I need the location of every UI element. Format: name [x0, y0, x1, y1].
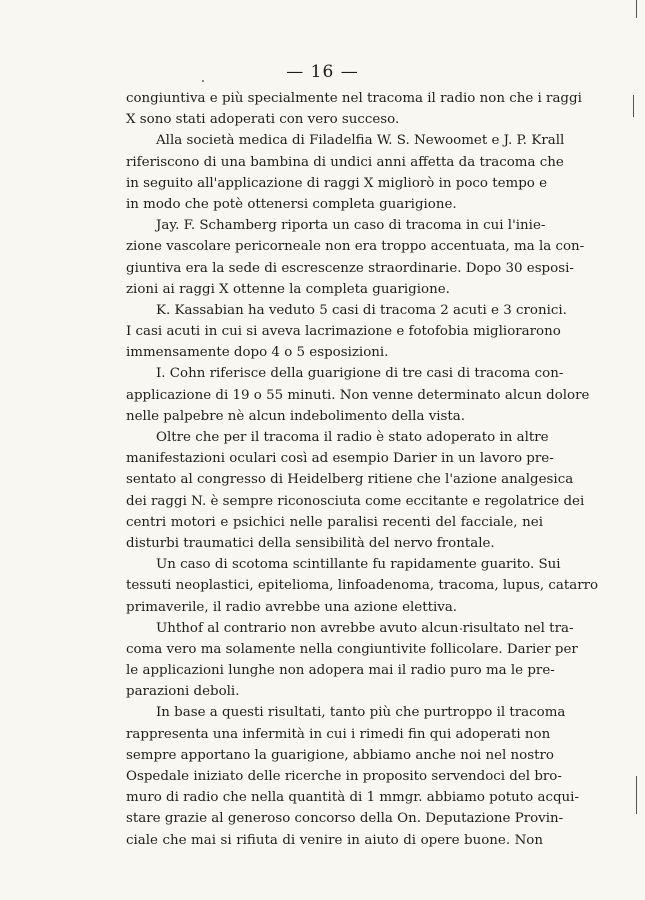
text-line: Oltre che per il tracoma il radio è stato adoperato in altre	[156, 430, 549, 445]
text-line: riferiscono di una bambina di undici anni affetta da tracoma che	[126, 154, 564, 170]
text-line: rappresenta una infermità in cui i rimedi fin qui adoperati non	[126, 726, 551, 742]
text-line: Alla società medica di Filadelfia W. S. Newoomet e J. P. Krall	[156, 133, 565, 149]
text-line: tessuti neoplastici, epitelioma, linfoadenoma, tracoma, lupus, catarro	[126, 578, 599, 594]
text-line: X sono stati adoperati con vero succeso.	[126, 112, 400, 128]
text-line: in seguito all'applicazione di raggi X migliorò in poco tempo e	[126, 175, 548, 191]
text-line: muro di radio che nella quantità di 1 mmgr. abbiamo potuto acqui-	[126, 790, 579, 806]
text-line: manifestazioni oculari così ad esempio Darier in un lavoro pre-	[126, 451, 554, 467]
text-line: zioni ai raggi X ottenne la completa guarigione.	[126, 281, 450, 297]
text-line: Uhthof al contrario non avrebbe avuto alcun risultato nel tra-	[156, 620, 574, 636]
text-line: I. Cohn riferisce della guarigione di tre casi di tracoma con-	[156, 366, 564, 382]
text-line: congiuntiva e più specialmente nel tracoma il radio non che i raggi	[126, 91, 582, 106]
text-line: nelle palpebre nè alcun indebolimento della vista.	[126, 408, 466, 424]
text-line: stare grazie al generoso concorso della On. Deputazione Provin-	[126, 811, 564, 827]
text-line: disturbi traumatici della sensibilità del nervo frontale.	[126, 535, 495, 551]
text-line: dei raggi N. è sempre riconosciuta come eccitante e regolatrice dei	[126, 493, 585, 509]
text-line: le applicazioni lunghe non adopera mai il radio puro ma le pre-	[126, 663, 555, 679]
body-text	[126, 88, 599, 851]
text-line: Un caso di scotoma scintillante fu rapidamente guarito. Sui	[156, 557, 561, 573]
page-number: — 16 —	[286, 62, 359, 82]
text-line: primaverile, il radio avrebbe una azione elettiva.	[126, 599, 458, 615]
text-line: In base a questi risultati, tanto più che purtroppo il tracoma	[156, 705, 566, 721]
text-line: giuntiva era la sede di escrescenze straordinarie. Dopo 30 esposi-	[126, 260, 574, 276]
text-line: ciale che mai si rifiuta di venire in aiuto di opere buone. Non	[126, 832, 543, 848]
text-line: immensamente dopo 4 o 5 esposizioni.	[126, 345, 389, 361]
text-line: in modo che potè ottenersi completa guarigione.	[126, 196, 457, 212]
right-edge-mark-lower	[636, 776, 637, 814]
right-edge-mark-upper	[633, 95, 634, 117]
text-line: sempre apportano la guarigione, abbiamo anche noi nel nostro	[126, 747, 554, 763]
text-line: centri motori e psichici nelle paralisi recenti del facciale, nei	[126, 514, 543, 530]
text-line: sentato al congresso di Heidelberg ritiene che l'azione analgesica	[126, 472, 574, 488]
text-line: parazioni deboli.	[126, 684, 240, 700]
text-line: K. Kassabian ha veduto 5 casi di tracoma 2 acuti e 3 cronici.	[156, 302, 567, 318]
text-line: zione vascolare pericorneale non era troppo accentuata, ma la con-	[126, 239, 585, 255]
text-line: Jay. F. Schamberg riporta un caso di tracoma in cui l'inie-	[156, 218, 546, 234]
text-line: Ospedale iniziato delle ricerche in proposito servendoci del bro-	[126, 769, 562, 784]
text-line: applicazione di 19 o 55 minuti. Non venne determinato alcun dolore	[126, 387, 590, 403]
right-edge-mark-top	[636, 0, 637, 18]
text-line: coma vero ma solamente nella congiuntivite follicolare. Darier per	[126, 641, 578, 657]
text-line: I casi acuti in cui si aveva lacrimazione e fotofobia migliorarono	[126, 324, 561, 340]
